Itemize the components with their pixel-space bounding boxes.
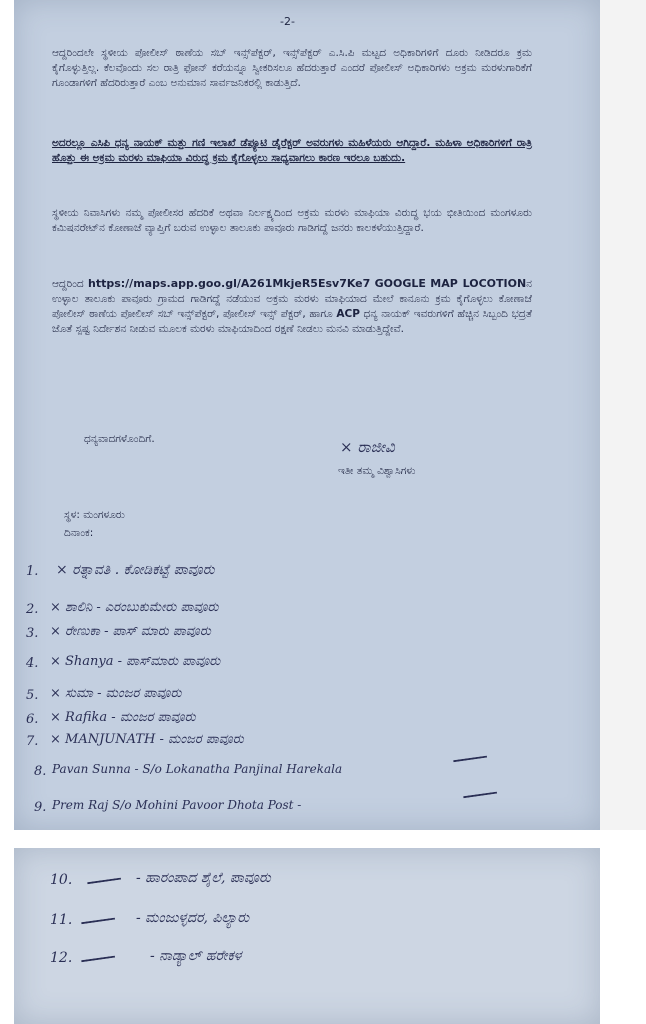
- paragraph-2: ಅದರಲ್ಲೂ ಎಸಿಪಿ ಧನ್ಯ ನಾಯಕ್ ಮತ್ತು ಗಣಿ ಇಲಾಖೆ ಡೆಪ್ಯೂಟಿ ಡೈರೆಕ್ಟರ್ ಅವರುಗಳು ಮಹಿಳೆಯರು ಆಗಿದ್ದಾರೆ. ಮಹಿಳಾ ಅಧಿಕಾರಿಗಳಿಗೆ ರಾತ್ರಿ ಹೊತ್ತು ಈ ಅಕ್ರಮ ಮರಳು ಮಾಫಿಯಾ ವಿರುದ್ಧ ಕ್ರಮ ಕೈಗೊಳ್ಳಲು ಸಾಧ್ಯವಾಗಲು ಕಾರಣ ಇರಲೂ ಬಹುದು.: [52, 137, 532, 164]
- paragraph-4-lead: ಆದ್ದರಿಂದ: [52, 278, 84, 290]
- signer-handwritten: × ರಾಜೀವಿ: [340, 438, 395, 456]
- date-label: ದಿನಾಂಕ:: [64, 527, 94, 539]
- google-label: GOOGLE: [374, 277, 426, 290]
- paragraph-1: ಆದ್ದರಿಂದಲೇ ಸ್ಥಳೀಯ ಪೋಲೀಸ್ ಠಾಣೆಯ ಸಬ್ ಇನ್ಸ್‌ಪೆಕ್ಟರ್, ಇನ್ಸ್‌ಪೆಕ್ಟರ್ ಎ.ಸಿ.ಪಿ ಮಟ್ಟದ ಅಧಿಕಾರಿಗಳಿಗೆ ದೂರು ನೀಡಿದರೂ ಕ್ರಮ ಕೈಗೊಳ್ಳುತ್ತಿಲ್ಲ. ಕೆಲವೊಂದು ಸಲ ರಾತ್ರಿ ಫೋನ್ ಕರೆಯನ್ನೂ ಸ್ವೀಕರಿಸಲೂ ಹೆದರುತ್ತಾರೆ ಎಂದರೆ ಪೋಲೀಸ್ ಅಧಿಕಾರಿಗಳು ಅಕ್ರಮ ಮರಳುಗಾರಿಕೆಗೆ ಗೂಂಡಾಗಳಿಗೆ ಹೆದರಿರುತ್ತಾರೆ ಎಂಬ ಅನುಮಾನ ಸಾರ್ವಜನಿಕರಲ್ಲಿ ಕಾಡುತ್ತಿದೆ.: [52, 47, 532, 89]
- signatory-entry: × ರೇಣುಕಾ - ಪಾಸ್‌ ಮಾರು ಪಾವೂರು: [50, 624, 211, 639]
- signatory-number: 10.: [50, 872, 73, 888]
- signatory-entry: × Rafika - ಮಂಜರ ಪಾವೂರು: [50, 710, 196, 725]
- signatory-number: 11.: [50, 912, 73, 928]
- paragraph-4-tail: ಧನ್ಯ ನಾಯಕ್ ಇವರುಗಳಿಗೆ ಹೆಚ್ಚಿನ ಸಿಬ್ಬಂದಿ ಭದ್ರತೆ ಜೊತೆ ಸ್ಪಷ್ಟ ನಿರ್ದೇಶನ ನೀಡುವ ಮೂಲಕ ಮರಳು ಮಾಫಿಯಾದಿಂದ ರಕ್ಷಣೆ ನೀಡಲು ಮನವಿ ಮಾಡುತ್ತಿದ್ದೇವೆ.: [52, 308, 532, 335]
- document-page-1: [14, 0, 600, 830]
- page-number: -2-: [280, 15, 295, 28]
- page-edge: [600, 0, 646, 830]
- maps-link[interactable]: https://maps.app.goo.gl/A261MkjeR5Esv7Ke7: [88, 277, 371, 290]
- signatory-number: 7.: [26, 734, 39, 749]
- paragraph-4: [52, 276, 532, 337]
- paragraph-3: ಸ್ಥಳೀಯ ನಿವಾಸಿಗಳು ನಮ್ಮ ಪೋಲೀಸರ ಹೆದರಿಕೆ ಅಥವಾ ನಿರ್ಲಕ್ಷ್ಯದಿಂದ ಅಕ್ರಮ ಮರಳು ಮಾಫಿಯಾ ವಿರುದ್ಧ ಭಯ ಭೀತಿಯಿಂದ ಮಂಗಳೂರು ಕಮಿಷನರೇಟ್‌ನ ಕೋಣಾಜೆ ವ್ಯಾಪ್ತಿಗೆ ಬರುವ ಉಳ್ಳಾಲ ತಾಲೂಕು ಪಾವೂರು ಗಾಡಿಗದ್ದೆ ಜನರು ಕಾಲಕಳೆಯುತ್ತಿದ್ದಾರೆ.: [52, 207, 532, 234]
- signatory-number: 1.: [26, 564, 39, 579]
- signatory-number: 4.: [26, 656, 39, 671]
- signatory-entry: - ಹಾರಂಪಾದ ಶೈಲೆ, ಪಾವೂರು: [136, 870, 271, 886]
- signatory-number: 5.: [26, 688, 39, 703]
- signatory-entry: - ಮಂಜುಳ್ಳದರ, ಪಿಲ್ಯಾರು: [136, 910, 250, 926]
- yours-faithfully: ಇತೀ ತಮ್ಮ ವಿಶ್ವಾಸಿಗಳು: [338, 465, 416, 477]
- signatory-entry: - ನಾಡ್ಯಾಲ್ ಹರೇಕಳ: [150, 948, 242, 964]
- signatory-number: 8.: [34, 764, 47, 779]
- signatory-entry: Pavan Sunna - S/o Lokanatha Panjinal Harekala: [52, 762, 343, 776]
- signatory-number: 12.: [50, 950, 73, 966]
- signatory-number: 6.: [26, 712, 39, 727]
- signatory-entry: × ಶಾಲಿನಿ - ಎರಂಬುಕುಮೇರು ಪಾವೂರು: [50, 600, 219, 615]
- paragraph-4-body: ನ ಉಳ್ಳಾಲ ತಾಲೂಕು ಪಾವೂರು ಗ್ರಾಮದ ಗಾಡಿಗದ್ದೆ ನಡೆಯುವ ಅಕ್ರಮ ಮರಳು ಮಾಫಿಯಾದ ಮೇಲೆ ಕಾನೂನು ಕ್ರಮ ಕೈಗೊಳ್ಳಲು ಕೋಣಾಜೆ ಪೋಲೀಸ್ ಠಾಣೆಯ ಪೋಲೀಸ್ ಸಬ್ ಇನ್ಸ್‌ಪೆಕ್ಟರ್, ಪೋಲೀಸ್ ಇನ್ಸ್ ಪೆಕ್ಟರ್, ಹಾಗೂ: [52, 278, 533, 320]
- signatory-entry: × Shanya - ಪಾಸ್‌ಮಾರು ಪಾವೂರು: [50, 654, 221, 669]
- signatory-number: 3.: [26, 626, 39, 641]
- thanks-line: ಧನ್ಯವಾದಗಳೊಂದಿಗೆ.: [84, 433, 155, 445]
- page-separator: [0, 830, 646, 848]
- signatory-number: 9.: [34, 800, 47, 815]
- signatory-number: 2.: [26, 602, 39, 617]
- map-location-label: MAP LOCOTION: [430, 277, 527, 290]
- signatory-entry: × ರತ್ನಾವತಿ . ಕೋಡಿಕಟ್ಟೆ ಪಾವೂರು: [56, 562, 215, 578]
- acp-label: ACP: [336, 308, 360, 320]
- place-label: ಸ್ಥಳ: ಮಂಗಳೂರು: [64, 509, 125, 521]
- signatory-entry: Prem Raj S/o Mohini Pavoor Dhota Post -: [52, 798, 302, 812]
- signatory-entry: × ಸುಮಾ - ಮಂಜರ ಪಾವೂರು: [50, 686, 182, 701]
- signatory-entry: × MANJUNATH - ಮಂಜರ ಪಾವೂರು: [50, 732, 244, 747]
